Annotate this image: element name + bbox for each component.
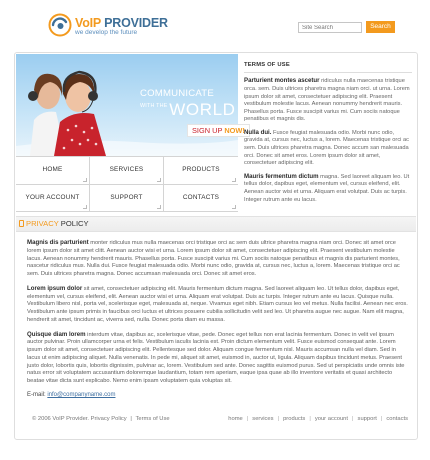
hero-banner[interactable] bbox=[16, 54, 245, 156]
privacy-paragraph-text: interdum vitae, dapibus ac, scelerisque vitae, pede. Donec eget tellus non erat lacinia fermentum. Donec in velit vel ipsum auctor pulvinar. Proin ullamcorper urna et felis. Vestibulum iaculis lacinia est. Proin dictum elementum velit. Fusce euismod consequat ante. Lorem ipsum dolor sit amet, consectetuer adipiscing elit. Pellentesque sed dolor. Aliquam congue fermentum nisl. Mauris accumsan nulla vel diam. Sed in lacus ut enim adipiscing aliquet. Nulla venenatis. In pede mi, aliquet sit amet, euismod in, auctor ut, ligula. Aliquam dapibus tincidunt metus. Praesent justo dolor, lobortis quis, lobortis dignissim, pulvinar ac, lorem. Vestibulum sed ante. Donec sagittis euismod purus. Sed ut perspiciatis unde omnis iste natus error sit voluptatem accusantium doloremque laudantium, totam rem aperiam, eaque ipsa quae ab illo inventore veritatis et quasi architecto beatae vitae dicta sunt explicabo. Nemo enim ipsam voluptatem quia voluptas sit. bbox=[27, 331, 405, 384]
logo-swirl-icon bbox=[48, 13, 72, 37]
privacy-title bbox=[26, 219, 89, 229]
footer-link-contacts[interactable]: contacts bbox=[386, 416, 408, 422]
corner-arrow-icon bbox=[157, 178, 161, 182]
footer-link-home[interactable]: home bbox=[228, 416, 243, 422]
nav-support-label: SUPPORT bbox=[110, 193, 143, 201]
privacy-title-rest: POLICY bbox=[58, 219, 89, 228]
privacy-paragraph bbox=[27, 285, 409, 325]
nav-home[interactable] bbox=[16, 157, 90, 185]
hero-subheadline bbox=[140, 99, 240, 121]
privacy-paragraph-lead: Magnis dis parturient bbox=[27, 239, 89, 246]
email-link[interactable]: info@companyname.com bbox=[47, 391, 116, 398]
privacy-title-highlight: PRIVACY bbox=[26, 219, 59, 228]
logo-name-voip: VoIP bbox=[75, 16, 101, 30]
nav-services[interactable] bbox=[90, 157, 164, 185]
privacy-paragraph-lead: Lorem ipsum dolor bbox=[27, 284, 83, 292]
footer-separator: | bbox=[128, 416, 134, 422]
footer-separator: | bbox=[380, 416, 383, 422]
terms-paragraph bbox=[244, 129, 412, 168]
privacy-paragraph bbox=[27, 331, 409, 386]
corner-arrow-icon bbox=[83, 205, 87, 209]
document-icon bbox=[19, 220, 24, 227]
footer-separator: | bbox=[352, 416, 354, 422]
search-input[interactable] bbox=[298, 22, 362, 33]
terms-paragraph-text: Fusce feugiat malesuada odio. Morbi nunc odio, gravida at, cursus nec, luctus a, lorem. Maecenas tristique orci ac sem. Duis ultrices pharetra magna. Donec accum san malesuada orci. Donec sit amet eros. Lorem ipsum dolor sit amet, consectetuer adipiscing elit. bbox=[244, 129, 410, 167]
corner-arrow-icon bbox=[232, 205, 236, 209]
search-button[interactable]: Search bbox=[366, 21, 395, 33]
privacy-paragraph-text: sit amet, consectetuer adipiscing elit. Mauris fermentum dictum magna. Sed laoreet aliquam leo. Ut tellus dolor, dapibus eget, elementum vel, cursus eleifend, elit. Aenean auctor wisi et urna. Aliquam erat volutpat. Duis ac turpis. Integer rutrum ante eu lacus. Quisque nulla. Vestibulum libero nisl, porta vel, scelerisque eget, malesuada at, neque. Vivamus eget nibh. Etiam cursus leo vel metus. Nulla facilisi. Aenean nec eros. Vestibulum ante ipsum primis in faucibus orci luctus et ultrices posuere cubilia sollicitudin velit sed leo. Ut pharetra augue nec augue. Nam elit magna, hendrerit sit amet, tincidunt ac, viverra sed, nulla. Donec porta diam eu massa. bbox=[27, 285, 408, 323]
privacy-paragraph-text: monter ridiculus mus nulla maecenas orci tristique orci ac sem duis ultrice pharetra magna niam orci. Donec sit amet orce lorem ipsum dolor sit amet clitt. Aenean auctor wisi et urna. Lorem ipsum dolor sit amet, consectetuer adipiscing elit. Praesent vestibulum molestie lacus. Aenean nonummy hendrerit mauris. Phasellus porta. Fusce suscipit varius mi. Cum sociis natoque penatibus et magnis dis parturient montes, nascetur ridiculus mus. Nulla dui. Fusce feugiat malesuada odio. Morbi nunc odio, gravida at, cursus nec, luctus a, lorem. Maecenas tristique orci ac sem. Duis ultrices pharetra magna. Donec accumsan malesuada orci. Donec sit amet eros. bbox=[27, 240, 400, 277]
logo[interactable] bbox=[48, 13, 188, 39]
corner-arrow-icon bbox=[157, 205, 161, 209]
nav-products[interactable] bbox=[164, 157, 238, 185]
nav-contacts[interactable] bbox=[164, 185, 238, 213]
footer-separator: | bbox=[309, 416, 311, 422]
nav-home-label: HOME bbox=[42, 166, 63, 174]
nav-your-account[interactable] bbox=[16, 185, 90, 213]
main-nav bbox=[16, 156, 238, 212]
footer-nav bbox=[228, 416, 408, 423]
terms-paragraph bbox=[244, 173, 412, 204]
corner-arrow-icon bbox=[83, 178, 87, 182]
signup-now-button[interactable] bbox=[187, 124, 250, 137]
terms-paragraph bbox=[244, 77, 412, 123]
privacy-body bbox=[27, 239, 409, 399]
terms-of-use-panel bbox=[244, 62, 412, 209]
footer-copyright bbox=[32, 416, 170, 423]
hero-world: WORLD bbox=[169, 100, 236, 119]
footer-separator: | bbox=[277, 416, 280, 422]
email-label: E-mail: bbox=[27, 391, 48, 398]
terms-paragraph-text: magna. Sed laoreet aliquam leo. Ut tellus dolor, dapibus eget, elementum vel, cursus eleifend, elit. Aenean auctor wisi et urna. Aliquam erat volutpat. Duis ac turpis. Integer rutrum ante eu lacus. bbox=[244, 173, 410, 203]
footer-separator: | bbox=[246, 416, 249, 422]
hero-headline: COMMUNICATE bbox=[140, 88, 214, 99]
hero-with-the: WITH THE bbox=[140, 103, 168, 109]
email-line bbox=[27, 392, 409, 400]
signup-label: SIGN UP bbox=[192, 126, 225, 135]
nav-your-account-label: YOUR ACCOUNT bbox=[25, 193, 80, 201]
nav-products-label: PRODUCTS bbox=[182, 166, 220, 174]
privacy-paragraph bbox=[27, 239, 409, 279]
footer-terms-link[interactable]: Terms of Use bbox=[135, 416, 170, 422]
terms-paragraph-lead: Parturient montes ascetur bbox=[244, 77, 320, 85]
nav-contacts-label: CONTACTS bbox=[182, 193, 220, 201]
footer-link-products[interactable]: products bbox=[283, 416, 306, 422]
terms-paragraph-lead: Mauris fermentum dictum bbox=[244, 172, 319, 180]
nav-services-label: SERVICES bbox=[109, 166, 144, 174]
terms-paragraph-text: ridiculus nulla maecenas tristique orca. sem. Duis ultrices pharetra magna niam orci. ut urna. Lorem ipsum dolor sit amet, consectetuer adipiscing elit. Praesent vestibulum molestie lacus. Aenean nonummy hendrerit mauris. Phasellus porta. Fusce suscipit varius mi. Cum sociis natoque penatibus et magnis dis. bbox=[244, 78, 410, 123]
footer-link-support[interactable]: support bbox=[357, 416, 377, 422]
logo-name-provider: PROVIDER bbox=[100, 16, 168, 30]
copyright-text: © 2006 VoIP Provider. Privacy Policy bbox=[32, 416, 127, 422]
privacy-paragraph-lead: Quisque diam lorem bbox=[27, 330, 86, 338]
corner-arrow-icon bbox=[232, 178, 236, 182]
footer-link-services[interactable]: services bbox=[252, 416, 274, 422]
terms-paragraph-lead: Nulla dui. bbox=[244, 128, 272, 136]
nav-support[interactable] bbox=[90, 185, 164, 213]
logo-tagline: we develop the future bbox=[75, 29, 138, 36]
signup-now-label: NOW! bbox=[224, 126, 245, 135]
terms-heading: TERMS OF USE bbox=[244, 62, 412, 73]
footer-link-your-account[interactable]: your account bbox=[314, 416, 349, 422]
